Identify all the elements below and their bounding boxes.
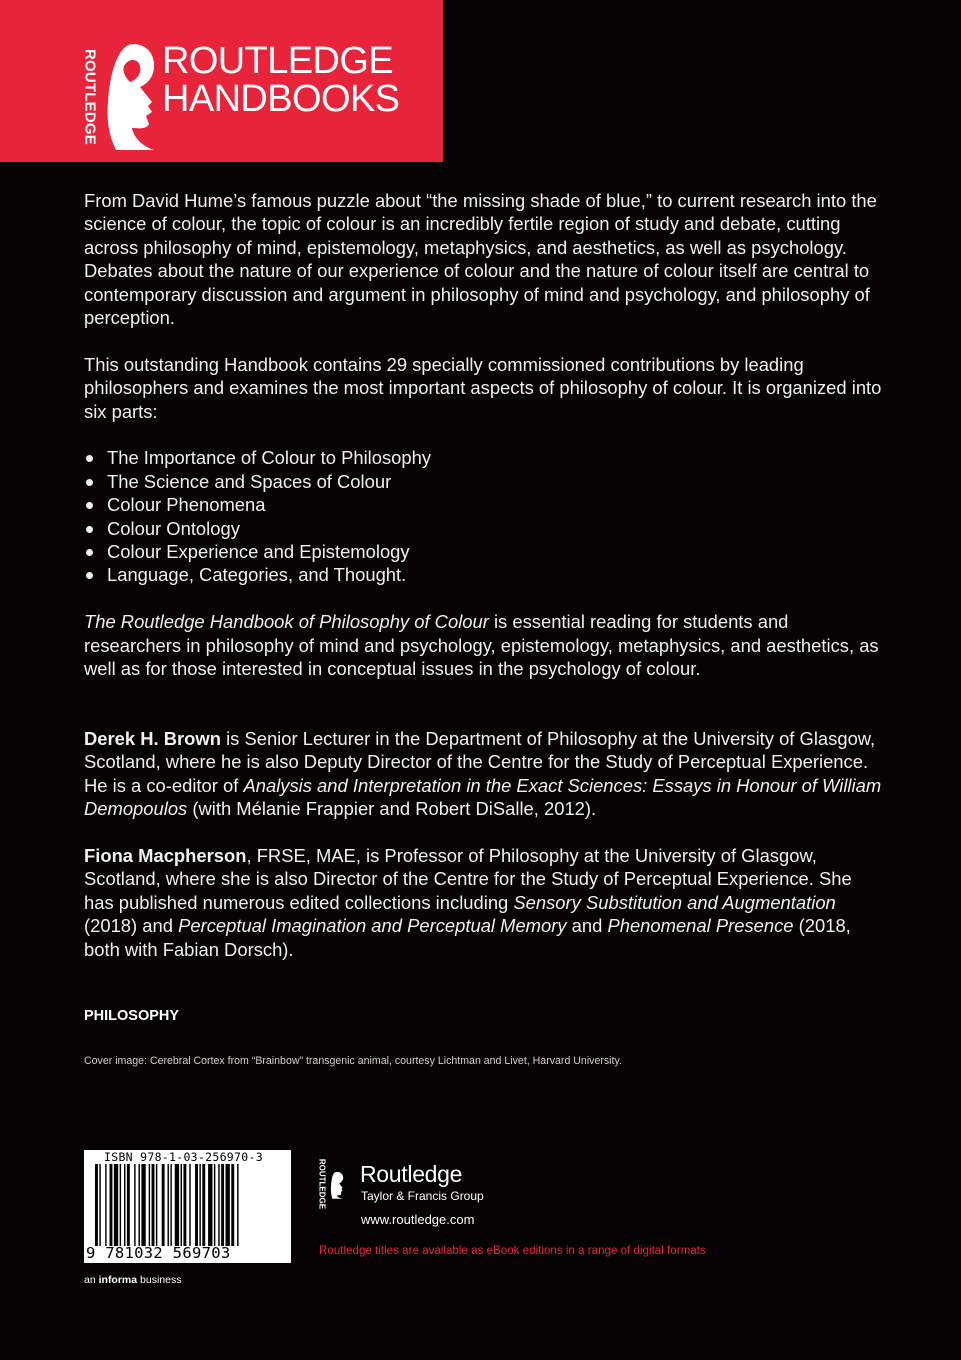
barcode-bar bbox=[127, 1164, 130, 1246]
list-item: Colour Experience and Epistemology bbox=[84, 540, 884, 563]
barcode-bar bbox=[181, 1164, 182, 1246]
book-title: Analysis and Interpretation in the Exact Sciences: Essays in Honour of William Demopoulos bbox=[84, 774, 882, 820]
book-title: Phenomenal Presence bbox=[607, 915, 794, 937]
barcode-bar bbox=[149, 1164, 150, 1246]
brand-vertical-label: ROUTLEDGE bbox=[81, 49, 99, 145]
back-cover-text bbox=[84, 189, 884, 984]
barcode-bar bbox=[231, 1164, 234, 1246]
isbn-barcode bbox=[84, 1150, 291, 1263]
barcode-bar bbox=[226, 1164, 230, 1246]
barcode-bar bbox=[189, 1164, 190, 1246]
brand-banner bbox=[0, 0, 443, 162]
parts-list bbox=[84, 446, 884, 586]
blurb-paragraph-2: This outstanding Handbook contains 29 specially commissioned contributions by leading philosophers and examines the most important aspects of philosophy of colour. It is organized into six parts: bbox=[84, 353, 882, 422]
barcode-bar bbox=[141, 1164, 145, 1246]
cover-image-credit: Cover image: Cerebral Cortex from “Brainbow” transgenic animal, courtesy Lichtman and Livet, Harvard University. bbox=[84, 1055, 622, 1067]
brand-title: ROUTLEDGE HANDBOOKS bbox=[162, 40, 400, 120]
barcode-bar bbox=[195, 1164, 198, 1246]
list-item: The Science and Spaces of Colour bbox=[84, 470, 884, 493]
list-item: Colour Ontology bbox=[84, 517, 884, 540]
barcode-bar bbox=[124, 1164, 125, 1246]
ebook-note: Routledge titles are available as eBook editions in a range of digital formats bbox=[319, 1244, 706, 1257]
book-title: Perceptual Imagination and Perceptual Memory bbox=[178, 915, 567, 937]
publisher-group: Taylor & Francis Group bbox=[361, 1189, 484, 1203]
subject-category: PHILOSOPHY bbox=[84, 1008, 180, 1024]
barcode-bar bbox=[202, 1164, 205, 1246]
book-title: Sensory Substitution and Augmentation bbox=[513, 891, 836, 913]
barcode-digits: 9 781032 569703 bbox=[86, 1244, 231, 1262]
list-item: The Importance of Colour to Philosophy bbox=[84, 446, 884, 469]
barcode-bar bbox=[183, 1164, 186, 1246]
barcode-bar bbox=[99, 1164, 100, 1246]
barcode-bars bbox=[95, 1164, 285, 1246]
barcode-bar bbox=[168, 1164, 169, 1246]
barcode-bar bbox=[95, 1164, 98, 1246]
barcode-bar bbox=[156, 1164, 157, 1246]
author-name: Derek H. Brown bbox=[84, 727, 221, 749]
barcode-bar bbox=[208, 1164, 212, 1246]
blurb-paragraph-3: The Routledge Handbook of Philosophy of Colour is essential reading for students and researchers in philosophy of mind and psychology, epistemology, metaphysics, and aesthetics, as well as for those interested in conceptual issues in the psychology of colour. bbox=[84, 611, 879, 680]
routledge-head-logo-icon bbox=[102, 42, 156, 152]
publisher-vertical-label: ROUTLEDGE bbox=[317, 1158, 327, 1210]
barcode-bar bbox=[199, 1164, 200, 1246]
publisher-name: Routledge bbox=[360, 1161, 463, 1187]
list-item: Language, Categories, and Thought. bbox=[84, 563, 884, 586]
author-bio-macpherson: Fiona Macpherson, FRSE, MAE, is Professor of Philosophy at the University of Glasgow, Scotland, where she is also Director of the Centre for the Study of Perceptual Experience. She has published numerous edited collections including Sensory Substitution and Augmentation (2018) and Perceptual Imagination and Perceptual Memory and Phenomenal Presence (2018, both with Fabian Dorsch). bbox=[84, 844, 852, 960]
author-name: Fiona Macpherson bbox=[84, 844, 247, 866]
routledge-publisher-logo-icon bbox=[330, 1160, 354, 1210]
barcode-bar bbox=[134, 1164, 135, 1246]
barcode-bar bbox=[110, 1164, 113, 1246]
barcode-bar bbox=[152, 1164, 155, 1246]
barcode-bar bbox=[120, 1164, 121, 1246]
barcode-bar bbox=[170, 1164, 171, 1246]
list-item: Colour Phenomena bbox=[84, 493, 884, 516]
barcode-bar bbox=[214, 1164, 215, 1246]
barcode-bar bbox=[221, 1164, 224, 1246]
blurb-paragraph-1: From David Hume’s famous puzzle about “the missing shade of blue,” to current research into the science of colour, the topic of colour is an incredibly fertile region of study and debate, cutting across philosophy of mind, epistemology, metaphysics, and aesthetics, as well as psychology. Debates about the nature of our experience of colour and the nature of colour itself are central to contemporary discussion and argument in philosophy of mind and psychology, and philosophy of perception. bbox=[84, 190, 877, 329]
barcode-bar bbox=[162, 1164, 165, 1246]
book-title: The Routledge Handbook of Philosophy of Colour bbox=[84, 611, 489, 633]
barcode-bar bbox=[218, 1164, 219, 1246]
barcode-bar bbox=[114, 1164, 118, 1246]
isbn-text: ISBN 978-1-03-256970-3 bbox=[104, 1150, 263, 1164]
author-bio-brown: Derek H. Brown is Senior Lecturer in the Department of Philosophy at the University of Glasgow, Scotland, where he is also Deputy Director of the Centre for the Study of Perceptual Experience. He is a co-editor of Analysis and Interpretation in the Exact Sciences: Essays in Honour of William Demopoulos (with Mélanie Frappier and Robert DiSalle, 2012). bbox=[84, 727, 882, 820]
informa-tagline: an informa business bbox=[84, 1274, 182, 1286]
barcode-bar bbox=[139, 1164, 140, 1246]
publisher-url: www.routledge.com bbox=[361, 1212, 475, 1227]
barcode-bar bbox=[237, 1164, 238, 1246]
barcode-bar bbox=[105, 1164, 106, 1246]
barcode-bar bbox=[175, 1164, 179, 1246]
